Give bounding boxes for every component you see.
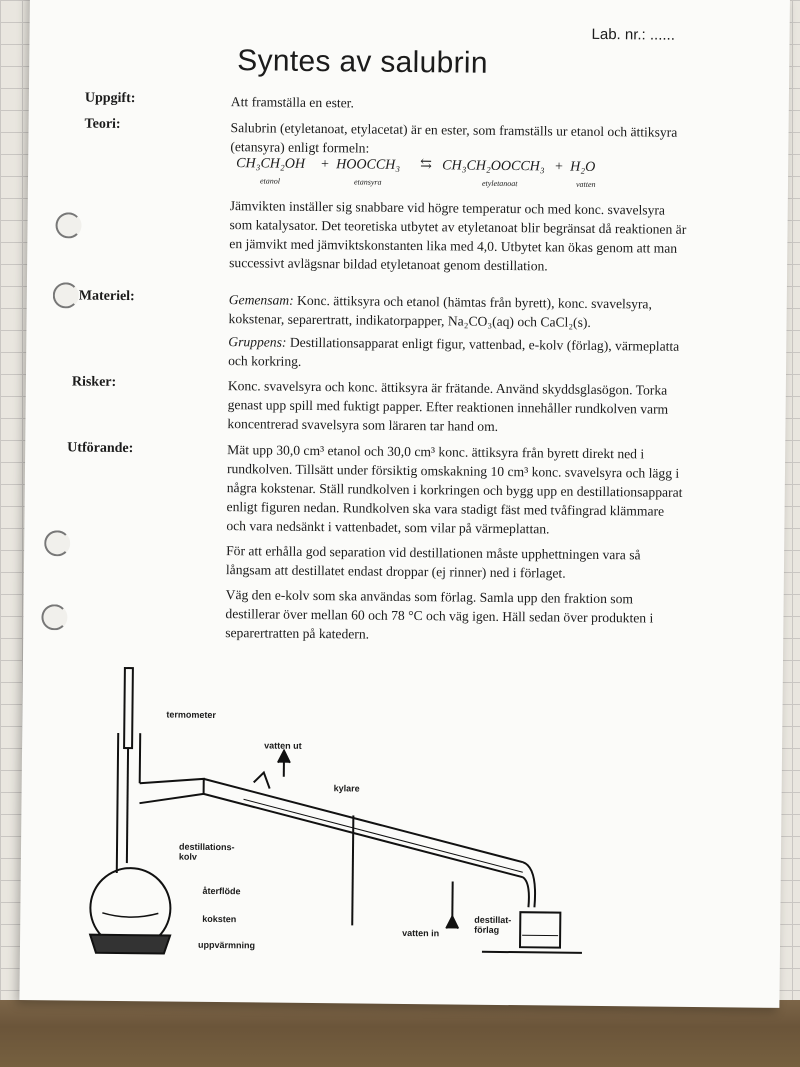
label-aterflode: återflöde xyxy=(202,885,241,897)
gemensam-text: Konc. ättiksyra och etanol (hämtas från byrett), konc. svavelsyra, kokstenar, separertratt, indikatorpapper, Na₂CO₃(aq) och CaCl₂(s). xyxy=(228,292,652,330)
punch-hole xyxy=(44,530,70,556)
utforande-paragraph-3: Väg den e-kolv som ska användas som förlag. Samla upp den fraktion som destillerar över mellan 60 och 78 °C och väg igen. Häll sedan över produkten i separertratten på katedern. xyxy=(225,587,654,642)
materiel-gruppens xyxy=(228,332,688,375)
label-destillat-line-1: destillat- xyxy=(474,914,512,926)
label-teori: Teori: xyxy=(84,116,121,132)
utforande-paragraph-2: För att erhålla god separation vid destillationen måste upphettningen vara så långsam att destillatet endast droppar (ej rinner) ned i förlaget. xyxy=(225,543,641,581)
reaction-formula xyxy=(236,154,636,196)
table-surface xyxy=(0,1000,800,1067)
punch-hole xyxy=(41,604,67,630)
teori-text: Jämvikten inställer sig snabbare vid högre temperatur och med konc. svavelsyra som katalysator. Det teoretiska utbytet av etyletanoat blir begränsat då reaktionen är en jämvikt med jämviktskonstanten lika med 4,0. Utbytet kan ökas genom att man successivt avlägsnar bildad etyletanoat genom destillation. xyxy=(229,198,687,274)
worksheet-page xyxy=(19,0,790,1008)
label-materiel: Materiel: xyxy=(78,288,135,305)
formula-reactant-1: CH₃CH₂OH xyxy=(236,156,306,172)
formula-product-1: CH₃CH₂OOCCH₃ xyxy=(442,158,545,175)
punch-hole xyxy=(55,212,81,238)
thermometer-shape xyxy=(124,668,133,748)
label-destillationskolv xyxy=(179,842,235,863)
distillation-apparatus-drawing xyxy=(82,663,605,968)
label-destillationskolv-line-2: kolv xyxy=(178,851,198,862)
label-kylare: kylare xyxy=(333,783,360,794)
uppgift-text: Att framställa en ester. xyxy=(230,94,354,111)
label-vatten-in: vatten in xyxy=(402,927,440,939)
equilibrium-arrow: ⇆ xyxy=(420,157,433,173)
label-utforande: Utförande: xyxy=(67,440,134,457)
formula-product-2: H₂O xyxy=(570,159,596,175)
gemensam-label: Gemensam: xyxy=(228,292,294,308)
label-risker: Risker: xyxy=(71,374,117,390)
materiel-gemensam xyxy=(228,290,688,333)
lab-number: Lab. nr.: ...... xyxy=(591,25,676,44)
formula-label-vatten: vatten xyxy=(575,179,596,189)
utforande-text xyxy=(225,440,687,653)
teori-intro: Salubrin (etyletanoat, etylacetat) är en ester, som framställs ur etanol och ättiksyra (etansyra) enligt formeln: xyxy=(230,120,678,156)
formula-label-etansyra: etansyra xyxy=(353,177,382,187)
distillation-diagram xyxy=(82,663,605,968)
label-uppgift: Uppgift: xyxy=(84,90,136,107)
label-termometer: termometer xyxy=(166,709,217,720)
gruppens-text: Destillationsapparat enligt figur, vattenbad, e-kolv (förlag), värmeplatta och korkring. xyxy=(228,334,680,369)
gruppens-label: Gruppens: xyxy=(228,334,287,350)
formula-label-etyletanoat: etyletanoat xyxy=(481,178,518,189)
utforande-paragraph-1: Mät upp 30,0 cm³ etanol och 30,0 cm³ konc. ättiksyra från byrett direkt ned i rundkolven. Tillsätt under försiktig omskakning 10 cm³ konc. svavelsyra och lägg i några kokstenar. Ställ rundkolven i korkringen och bygg upp en destillationsapparat enligt figuren nedan. Rundkolven ska vara stadigt fäst med tvåfingrad klämmare och vara nedsänkt i vattenbadet, som vilar på värmeplattan. xyxy=(226,442,683,537)
label-uppvarmning: uppvärmning xyxy=(197,939,256,951)
risker-text: Konc. svavelsyra och konc. ättiksyra är frätande. Använd skyddsglasögon. Torka genast upp spill med fuktigt papper. Efter reaktionen innehåller rundkolven varm koncentrerad svavelsyra som läraren tar hand om. xyxy=(227,378,669,434)
label-koksten: koksten xyxy=(202,913,237,925)
label-vatten-ut: vatten ut xyxy=(264,740,302,751)
label-destillat-line-2: förlag xyxy=(474,924,500,935)
formula-reactant-2: HOOCCH₃ xyxy=(336,157,401,173)
formula-plus: + xyxy=(320,157,330,173)
label-destillationskolv-line-1: destillations- xyxy=(178,841,235,853)
label-destillatforlag xyxy=(474,915,511,935)
formula-plus: + xyxy=(554,159,564,175)
punch-hole xyxy=(53,282,79,308)
formula-label-etanol: etanol xyxy=(259,176,281,186)
page-title: Syntes av salubrin xyxy=(237,44,488,80)
